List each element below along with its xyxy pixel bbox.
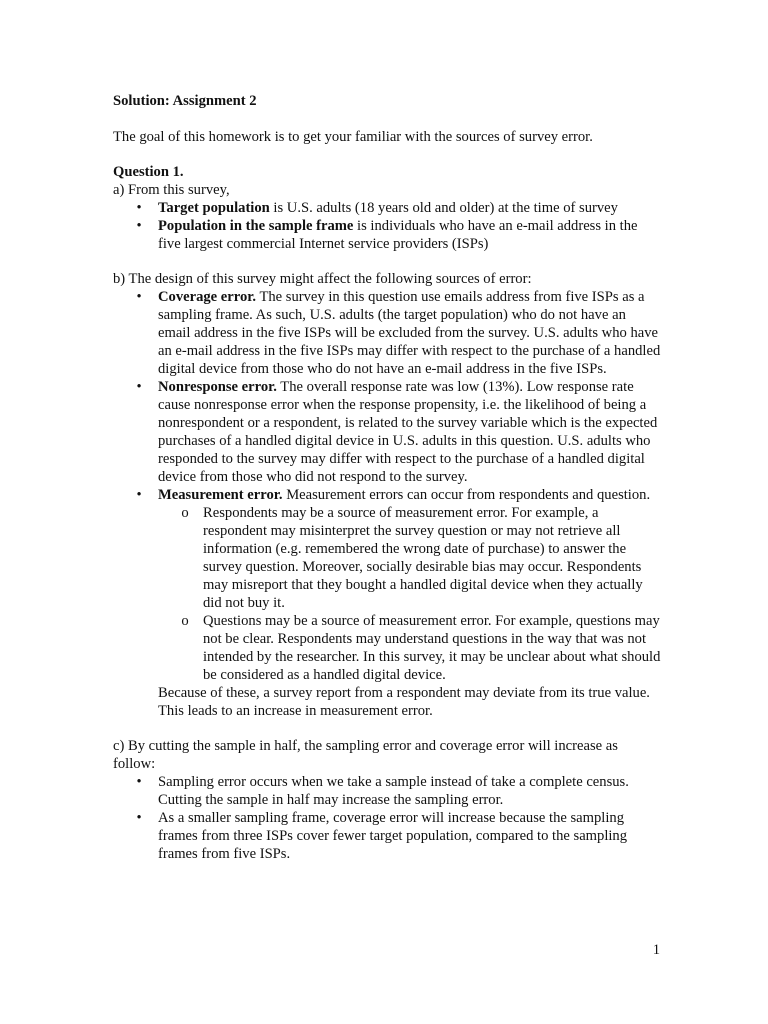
page-number: 1	[652, 942, 660, 958]
sub-bullet-icon: o	[181, 613, 189, 629]
question-1-heading: Question 1.	[113, 164, 184, 180]
part-b-list	[113, 288, 661, 720]
term-text: is individuals who have an e-mail address in the five largest commercial Internet service providers (ISPs)	[158, 218, 638, 252]
sub-item-text: Respondents may be a source of measurement error. For example, a respondent may misinterpret the survey question or may not retrieve all information (e.g. remembered the wrong date of purchase) to answer the survey question. Moreover, socially desirable bias may occur. Respondents may misreport that they bought a handled digital device when they actually did not buy it.	[203, 505, 643, 611]
part-b-lead: b) The design of this survey might affect the following sources of error:	[113, 271, 532, 287]
term-label: Nonresponse error.	[158, 379, 277, 395]
measurement-sub-list	[158, 504, 661, 684]
sub-bullet-icon: o	[181, 505, 189, 521]
bullet-icon: •	[136, 487, 142, 503]
list-item	[113, 378, 661, 486]
list-item	[113, 809, 661, 863]
term-label: Measurement error.	[158, 487, 283, 503]
bullet-icon: •	[136, 289, 142, 305]
measurement-closing: Because of these, a survey report from a respondent may deviate from its true value. This leads to an increase in measurement error.	[158, 685, 650, 719]
document-title: Solution: Assignment 2	[113, 93, 257, 109]
spacer	[113, 253, 661, 270]
term-label: Target population	[158, 200, 270, 216]
sub-item-text: Questions may be a source of measurement error. For example, questions may not be clear. Respondents may understand questions in the way that was not intended by the researcher. In this survey, it may be unclear about what should be considered as a handled digital device.	[203, 613, 661, 683]
document-page	[113, 92, 661, 863]
part-a-list	[113, 199, 661, 253]
bullet-icon: •	[136, 379, 142, 395]
spacer	[113, 720, 661, 737]
list-item	[113, 773, 661, 809]
bullet-icon: •	[136, 218, 142, 234]
spacer	[113, 146, 661, 163]
sub-list-item	[158, 612, 661, 684]
bullet-icon: •	[136, 200, 142, 216]
term-text: is U.S. adults (18 years old and older) at the time of survey	[269, 200, 618, 216]
part-a-lead: a) From this survey,	[113, 182, 230, 198]
bullet-icon: •	[136, 810, 142, 826]
term-text: The overall response rate was low (13%). Low response rate cause nonresponse error when the response propensity, i.e. the likelihood of being a nonrespondent or a respondent, is related to the survey variable which is the expected purchases of a handled digital device in U.S. adults in this question. U.S. adults who responded to the survey may differ with respect to the purchase of a handled digital device from those who did not respond to the survey.	[158, 379, 658, 485]
term-label: Population in the sample frame	[158, 218, 354, 234]
part-c-lead: c) By cutting the sample in half, the sampling error and coverage error will increase as follow:	[113, 738, 618, 772]
list-item	[113, 288, 661, 378]
term-label: Coverage error.	[158, 289, 257, 305]
term-text: Measurement errors can occur from respondents and question.	[282, 487, 651, 503]
part-c-list	[113, 773, 661, 863]
bullet-icon: •	[136, 774, 142, 790]
sub-list-item	[158, 504, 661, 612]
list-item	[113, 217, 661, 253]
item-text: Sampling error occurs when we take a sample instead of take a complete census. Cutting the sample in half may increase the sampling error.	[158, 774, 629, 808]
list-item	[113, 199, 661, 217]
list-item	[113, 486, 661, 720]
intro-paragraph: The goal of this homework is to get your familiar with the sources of survey error.	[113, 129, 593, 145]
term-text: The survey in this question use emails address from five ISPs as a sampling frame. As such, U.S. adults (the target population) who do not have an email address in the five ISPs will be excluded from the survey. U.S. adults who have an e-mail address in the five ISPs may differ with respect to the purchase of a handled digital device from those who do not have an e-mail address in the five ISPs.	[158, 289, 661, 377]
item-text: As a smaller sampling frame, coverage error will increase because the sampling frames from three ISPs cover fewer target population, compared to the sampling frames from five ISPs.	[158, 810, 628, 862]
spacer	[113, 110, 661, 128]
